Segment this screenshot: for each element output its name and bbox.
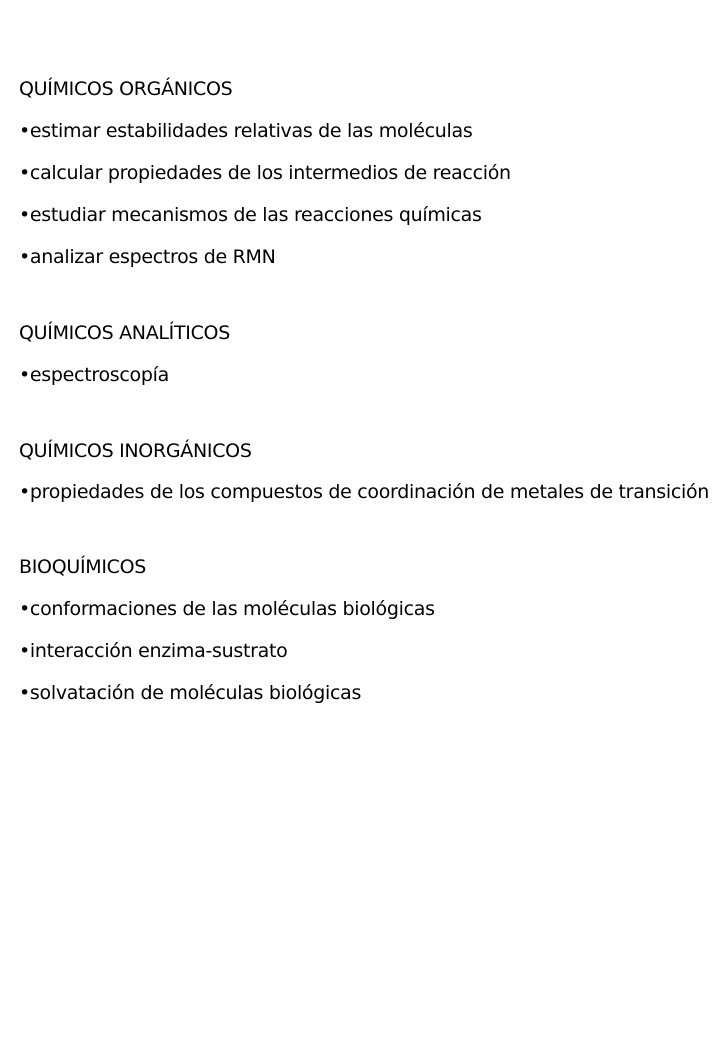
list-item-text: espectroscopía — [29, 364, 169, 386]
section-heading: QUÍMICOS ORGÁNICOS — [19, 78, 233, 100]
list-item — [19, 201, 716, 230]
list-item-text: calcular propiedades de los intermedios de reacción — [29, 162, 511, 184]
list-item-text: estudiar mecanismos de las reacciones químicas — [29, 204, 482, 226]
section-organic-chemists — [19, 75, 716, 272]
list-item-text: conformaciones de las moléculas biológicas — [29, 598, 435, 620]
bullet-icon: • — [19, 364, 30, 386]
bullet-icon: • — [19, 682, 30, 704]
list-item — [19, 479, 716, 506]
section-inorganic-chemists — [19, 437, 716, 506]
list-item-text: solvatación de moléculas biológicas — [29, 682, 362, 704]
list-item — [19, 159, 716, 188]
bullet-icon: • — [19, 246, 30, 268]
bullet-icon: • — [19, 120, 30, 142]
bullet-icon: • — [19, 162, 30, 184]
section-biochemists — [19, 553, 716, 708]
bullet-icon: • — [19, 204, 30, 226]
section-heading: BIOQUÍMICOS — [19, 556, 147, 578]
section-heading: QUÍMICOS ANALÍTICOS — [19, 322, 230, 344]
list-item-text: interacción enzima-sustrato — [29, 640, 288, 662]
section-heading: QUÍMICOS INORGÁNICOS — [19, 440, 252, 462]
list-item-text: propiedades de los compuestos de coordinación de metales de transición — [29, 481, 710, 503]
section-analytical-chemists — [19, 319, 716, 390]
list-item-text: analizar espectros de RMN — [29, 246, 276, 268]
bullet-icon: • — [19, 598, 30, 620]
list-item — [19, 361, 716, 390]
list-item — [19, 243, 716, 272]
list-item — [19, 637, 716, 666]
list-item — [19, 117, 716, 146]
bullet-icon: • — [19, 640, 30, 662]
list-item — [19, 595, 716, 624]
list-item — [19, 679, 716, 708]
document-body — [19, 75, 716, 708]
list-item-text: estimar estabilidades relativas de las moléculas — [29, 120, 473, 142]
bullet-icon: • — [19, 481, 30, 503]
